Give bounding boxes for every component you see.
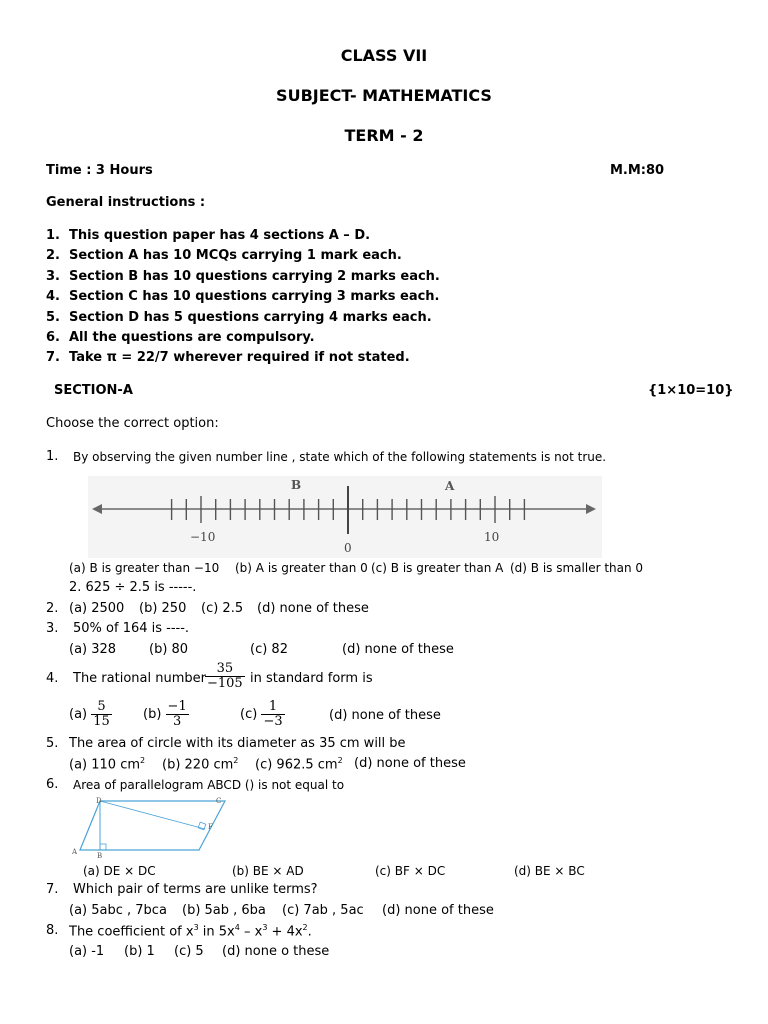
q3-option-d: (d) none of these bbox=[342, 642, 454, 657]
q2-option-d: (d) none of these bbox=[257, 601, 369, 616]
q8-option-a: (a) -1 bbox=[69, 944, 105, 959]
q8-option-b: (b) 1 bbox=[124, 944, 155, 959]
instruction-num: 3. bbox=[46, 269, 60, 284]
instruction-num: 4. bbox=[46, 289, 60, 304]
question-number: 7. bbox=[46, 882, 59, 897]
q8-text bbox=[69, 923, 312, 939]
q1-option-d: (d) B is smaller than 0 bbox=[510, 561, 644, 575]
instruction-num: 1. bbox=[46, 228, 60, 243]
q3-text: 50% of 164 is ----. bbox=[73, 621, 190, 636]
instruction-num: 2. bbox=[46, 248, 60, 263]
q6-text: Area of parallelogram ABCD () is not equal to bbox=[73, 778, 345, 792]
instruction-text: This question paper has 4 sections A – D. bbox=[69, 228, 371, 243]
fraction-denominator: 15 bbox=[93, 714, 110, 729]
vertex-c-label: C bbox=[216, 797, 222, 805]
q4-option-a bbox=[69, 700, 112, 729]
q4-text-before: The rational number bbox=[73, 671, 206, 686]
vertex-d-label: D bbox=[96, 797, 102, 805]
superscript: 3 bbox=[262, 923, 268, 932]
question-number: 4. bbox=[46, 671, 59, 686]
q6-option-d: (d) BE × BC bbox=[514, 864, 585, 878]
option-label: (b) bbox=[143, 707, 162, 722]
superscript: 2 bbox=[302, 923, 308, 932]
instruction-text: All the questions are compulsory. bbox=[69, 330, 315, 345]
option-text: (c) 962.5 cm bbox=[255, 757, 338, 773]
question-number: 3. bbox=[46, 621, 59, 636]
question-number: 2. bbox=[46, 601, 59, 616]
question-number: 5. bbox=[46, 736, 59, 751]
q1-option-b: (b) A is greater than 0 bbox=[235, 561, 368, 575]
q3-option-a: (a) 328 bbox=[69, 642, 117, 657]
q5-text: The area of circle with its diameter as 35 cm will be bbox=[69, 736, 406, 751]
q4-option-d: (d) none of these bbox=[329, 708, 441, 723]
q5-option-d: (d) none of these bbox=[354, 756, 466, 771]
q7-option-c: (c) 7ab , 5ac bbox=[282, 903, 364, 918]
term-title: TERM - 2 bbox=[344, 126, 424, 145]
text-part: . bbox=[307, 924, 312, 940]
superscript: 2 bbox=[337, 756, 343, 765]
q8-option-d: (d) none o these bbox=[222, 944, 330, 959]
subject-title: SUBJECT- MATHEMATICS bbox=[276, 86, 492, 105]
class-title: CLASS VII bbox=[340, 46, 428, 65]
q1-option-a: (a) B is greater than −10 bbox=[69, 561, 220, 575]
max-marks-label: M.M:80 bbox=[610, 163, 665, 178]
q2-option-b: (b) 250 bbox=[139, 601, 187, 616]
text-part: The coefficient of x bbox=[69, 924, 194, 940]
q7-text: Which pair of terms are unlike terms? bbox=[73, 882, 318, 897]
text-part: – x bbox=[239, 924, 263, 940]
q7-option-b: (b) 5ab , 6ba bbox=[182, 903, 266, 918]
q8-option-c: (c) 5 bbox=[174, 944, 204, 959]
parallelogram-shape bbox=[80, 801, 225, 850]
point-f-label: F bbox=[208, 823, 213, 831]
q4-option-b bbox=[143, 700, 189, 729]
superscript: 4 bbox=[234, 923, 240, 932]
instruction-text: Section A has 10 MCQs carrying 1 mark each. bbox=[69, 248, 402, 263]
time-label: Time : 3 Hours bbox=[46, 163, 153, 178]
instruction-num: 6. bbox=[46, 330, 60, 345]
instruction-num: 7. bbox=[46, 350, 60, 365]
vertex-a-label: A bbox=[72, 848, 78, 856]
q6-option-b: (b) BE × AD bbox=[232, 864, 304, 878]
q1-option-c: (c) B is greater than A bbox=[371, 561, 504, 575]
q5-option-a bbox=[69, 756, 145, 772]
text-part: + 4x bbox=[267, 924, 303, 940]
question-number: 8. bbox=[46, 923, 59, 938]
q5-option-c bbox=[255, 756, 343, 772]
superscript: 3 bbox=[193, 923, 199, 932]
instruction-text: Section B has 10 questions carrying 2 marks each. bbox=[69, 269, 440, 284]
q6-option-c: (c) BF × DC bbox=[375, 864, 446, 878]
q6-option-a: (a) DE × DC bbox=[83, 864, 156, 878]
superscript: 2 bbox=[233, 756, 239, 765]
question-text: By observing the given number line , state which of the following statements is not true. bbox=[73, 450, 607, 464]
instruction-text: Section D has 5 questions carrying 4 marks each. bbox=[69, 310, 432, 325]
fraction-numerator: −1 bbox=[167, 699, 187, 714]
text-part: in 5x bbox=[198, 924, 235, 940]
tick-label-10: 10 bbox=[484, 530, 500, 544]
fraction-denominator: −105 bbox=[207, 676, 243, 691]
q4-text-after: in standard form is bbox=[250, 671, 373, 686]
vertex-b-label: B bbox=[97, 852, 103, 860]
instructions-heading: General instructions : bbox=[46, 195, 206, 210]
q7-option-a: (a) 5abc , 7bca bbox=[69, 903, 167, 918]
parallelogram-figure bbox=[70, 796, 230, 860]
point-b-label: B bbox=[291, 478, 302, 492]
tick-label-minus10: −10 bbox=[190, 530, 216, 544]
height-line-bf bbox=[100, 801, 205, 829]
fraction-denominator: 3 bbox=[172, 714, 182, 729]
option-text: (b) 220 cm bbox=[162, 757, 234, 773]
q2-text: 2. 625 ÷ 2.5 is -----. bbox=[69, 580, 197, 595]
point-a-label: A bbox=[445, 479, 455, 493]
fraction-numerator: 35 bbox=[205, 662, 245, 677]
option-text: (a) 110 cm bbox=[69, 757, 140, 773]
q3-option-b: (b) 80 bbox=[149, 642, 189, 657]
q2-option-c: (c) 2.5 bbox=[201, 601, 244, 616]
fraction-numerator: 1 bbox=[261, 700, 284, 715]
instruction-text: Section C has 10 questions carrying 3 marks each. bbox=[69, 289, 440, 304]
instruction-text: Take π = 22/7 wherever required if not stated. bbox=[69, 350, 410, 365]
section-a-title: SECTION-A bbox=[54, 383, 133, 398]
q4-option-c bbox=[240, 700, 285, 729]
question-number: 1. bbox=[46, 449, 59, 464]
q2-option-a: (a) 2500 bbox=[69, 601, 125, 616]
instruction-num: 5. bbox=[46, 310, 60, 325]
fraction-denominator: −3 bbox=[263, 714, 283, 729]
superscript: 2 bbox=[140, 756, 146, 765]
q5-option-b bbox=[162, 756, 238, 772]
section-a-intro: Choose the correct option: bbox=[46, 416, 219, 431]
tick-label-zero: 0 bbox=[344, 541, 352, 555]
number-line-figure bbox=[88, 476, 602, 558]
q3-option-c: (c) 82 bbox=[250, 642, 288, 657]
right-angle-mark bbox=[100, 844, 106, 850]
section-a-marks: {1×10=10} bbox=[648, 383, 734, 398]
q4-fraction bbox=[205, 662, 245, 691]
fraction-numerator: 5 bbox=[91, 700, 112, 715]
q7-option-d: (d) none of these bbox=[382, 903, 494, 918]
option-label: (a) bbox=[69, 707, 88, 722]
question-number: 6. bbox=[46, 777, 59, 792]
option-label: (c) bbox=[240, 707, 258, 722]
